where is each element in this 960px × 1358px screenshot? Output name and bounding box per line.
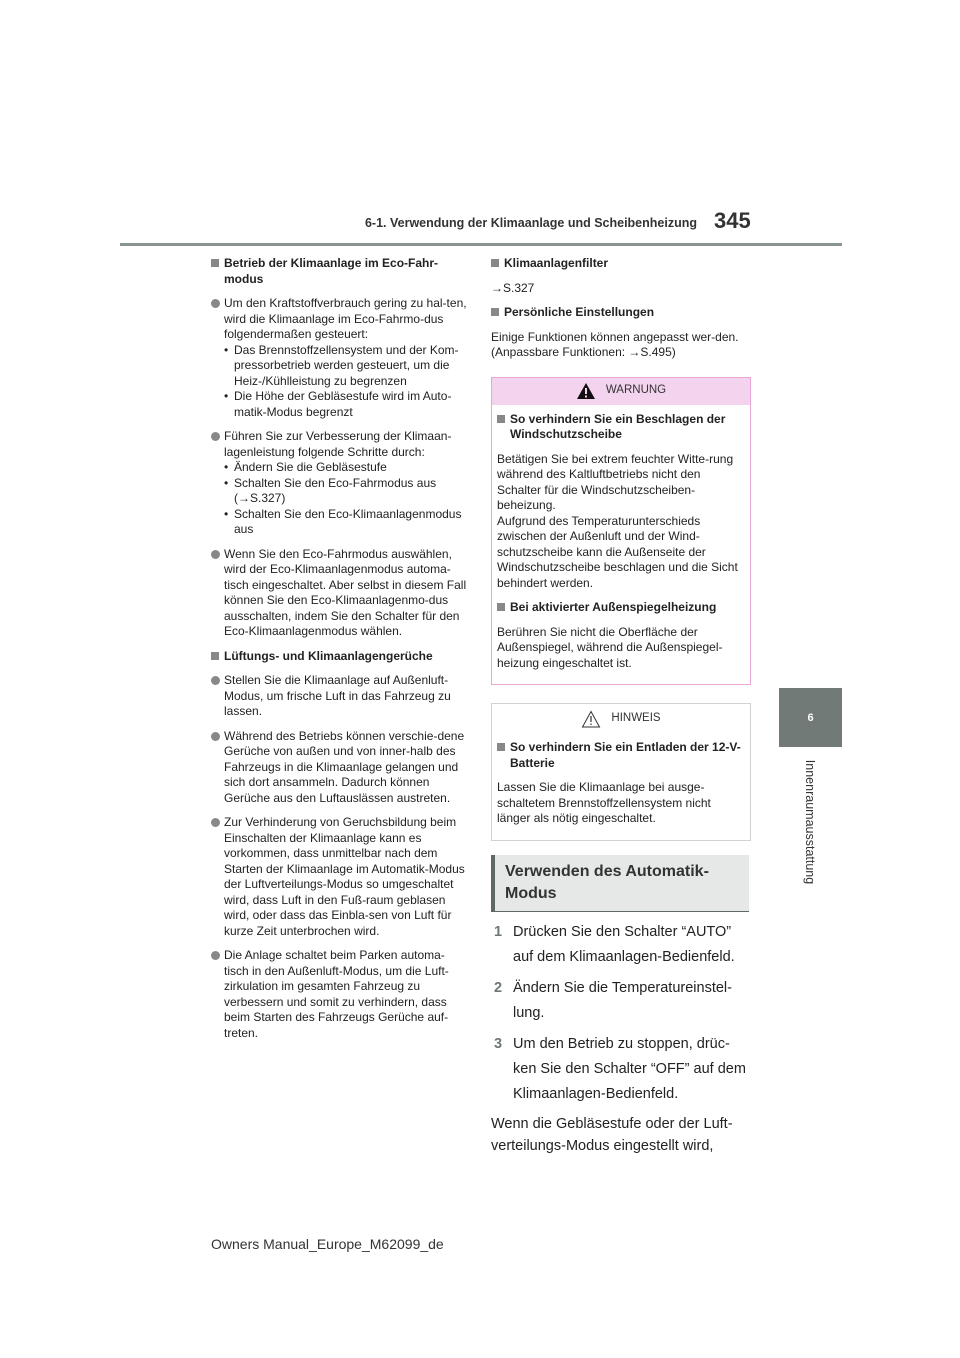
chapter-tab-label (779, 752, 842, 892)
list-item-text: Das Brennstoffzellensystem und der Kom-pressorbetrieb werden gesteuert, um die Heiz-/Kühlleistung zu begrenzen (234, 342, 459, 388)
list-item (224, 460, 468, 476)
warning-paragraph-2: Aufgrund des Temperaturunterschieds zwischen der Außenluft und der Wind-schutzscheibe kann die Außenseite der Windschutzscheibe beschlagen und die Sicht behindert werden. (497, 513, 738, 590)
step-text: Drücken Sie den Schalter “AUTO” auf dem Klimaanlagen-Bedienfeld. (513, 923, 735, 965)
warning-heading-1-text: So verhindern Sie ein Beschlagen der Windschutzscheibe (510, 411, 726, 441)
list-item-text: Die Höhe der Gebläsestufe wird im Auto-matik-Modus begrenzt (234, 389, 452, 419)
square-bullet-icon (497, 415, 505, 423)
circle-bullet-icon (211, 732, 220, 741)
bullet-icon: • (224, 460, 229, 474)
odors-paragraph-3 (211, 815, 468, 939)
personal-settings-reference[interactable]: (Anpassbare Funktionen: →S.495) (491, 345, 676, 359)
list-item (224, 389, 468, 420)
step-item (491, 1032, 751, 1107)
odors-heading (211, 649, 468, 665)
step-number: 3 (494, 1035, 503, 1052)
steps-list (491, 920, 751, 1107)
bullet-icon: • (224, 389, 229, 403)
odors-paragraph-2 (211, 729, 468, 807)
list-item (224, 343, 468, 390)
filter-heading-text: Klimaanlagenfilter (504, 256, 609, 270)
warning-body (492, 405, 750, 685)
list-item-text: Schalten Sie den Eco-Klimaanlagenmodus aus (234, 506, 462, 536)
odors-paragraph-3-text: Zur Verhinderung von Geruchsbildung beim Einschalten der Klimaanlage kann es vorkommen, dass unmittelbar nach dem Starten der Klimaanlage im Automatik-Modus der Luftverteilungs-Modus so umgeschaltet wird, dass Luft in den Fuß-raum geblasen wird, oder dass das Einbla-sen von Luft für kurze Zeit unterbrochen wird. (224, 815, 465, 938)
circle-bullet-icon (211, 432, 220, 441)
warning-paragraph-3: Berühren Sie nicht die Oberfläche der Außenspiegel, während die Außenspiegel-heizung eingeschaltet ist. (497, 624, 723, 670)
odors-paragraph-4 (211, 948, 468, 1041)
circle-bullet-icon (211, 818, 220, 827)
bullet-icon: • (224, 506, 229, 521)
square-bullet-icon (211, 259, 219, 267)
warning-label: WARNUNG (605, 384, 667, 397)
circle-bullet-icon (211, 299, 220, 308)
chapter-tab-label-text: Innenraumausstattung (803, 759, 818, 885)
warning-triangle-icon (576, 382, 596, 400)
caution-triangle-icon (581, 710, 601, 728)
notice-body (492, 733, 750, 840)
warning-heading-2 (497, 600, 746, 616)
bullet-icon: • (224, 342, 229, 357)
notice-label: HINWEIS (611, 711, 661, 724)
eco-mode-paragraph-2 (211, 429, 468, 538)
list-item-text: Schalten Sie den Eco-Fahrmodus aus (→S.327) (234, 475, 437, 505)
step-number: 2 (494, 979, 503, 996)
personal-settings-heading (491, 305, 751, 321)
warning-heading-2-text: Bei aktivierter Außenspiegelheizung (510, 600, 717, 614)
continuation-text: Wenn die Gebläsestufe oder der Luft-verteilungs-Modus eingestellt wird, (491, 1115, 733, 1154)
eco-mode-paragraph-3 (211, 547, 468, 640)
eco-mode-paragraph-2-text: Führen Sie zur Verbesserung der Klimaan-lagenleistung folgende Schritte durch: (224, 429, 452, 459)
filter-page-reference[interactable]: →S.327 (491, 280, 535, 295)
warning-paragraph-1: Betätigen Sie bei extrem feuchter Witte-rung während des Kaltluftbetriebs nicht den Schalter für die Windschutzscheiben-beheizung. (497, 451, 734, 512)
square-bullet-icon (491, 308, 499, 316)
step-item (491, 976, 751, 1026)
left-column (211, 256, 468, 1050)
eco-mode-paragraph-3-text: Wenn Sie den Eco-Fahrmodus auswählen, wird der Eco-Klimaanlagenmodus automa-tisch eingeschaltet. Aber selbst in diesem Fall können Sie den Eco-Klimaanlagenmo-dus ausschalten, indem Sie den Schalter für den Eco-Klimaanlagenmodus wählen. (224, 546, 467, 638)
square-bullet-icon (497, 603, 505, 611)
eco-mode-paragraph-1 (211, 296, 468, 420)
odors-paragraph-2-text: Während des Betriebs können verschie-dene Gerüche von außen und von inner-halb des Fahrzeugs in die Klimaanlage gelangen und sich dort ansammeln. Dadurch können Gerüche aus den Luftauslässen austreten. (224, 728, 465, 805)
personal-settings-heading-text: Persönliche Einstellungen (504, 305, 655, 319)
page-number: 345 (714, 208, 751, 233)
warning-header (492, 378, 750, 405)
notice-heading-1 (497, 740, 746, 771)
warning-box (491, 377, 751, 686)
square-bullet-icon (211, 652, 219, 660)
step-item (491, 920, 751, 970)
odors-paragraph-1 (211, 673, 468, 720)
list-item-text: Ändern Sie die Gebläsestufe (234, 460, 387, 474)
square-bullet-icon (497, 743, 505, 751)
notice-box (491, 703, 751, 841)
chapter-section-title: 6-1. Verwendung der Klimaanlage und Scheibenheizung (364, 216, 697, 230)
notice-header (492, 704, 750, 733)
filter-heading (491, 256, 751, 272)
notice-paragraph-1: Lassen Sie die Klimaanlage bei ausge-schaltetem Brennstoffzellensystem nicht länger als nötig eingeschaltet. (497, 780, 711, 825)
step-text: Um den Betrieb zu stoppen, drüc-ken Sie den Schalter “OFF” auf dem Klimaanlagen-Bedienfeld. (513, 1035, 746, 1102)
footer-doc-id: Owners Manual_Europe_M62099_de (211, 1236, 444, 1252)
list-item (224, 476, 468, 507)
eco-mode-paragraph-1-text: Um den Kraftstoffverbrauch gering zu hal-ten, wird die Klimaanlage im Eco-Fahrmo-dus folgendermaßen gesteuert: (224, 296, 467, 341)
step-number: 1 (494, 923, 503, 940)
eco-mode-heading-text: Betrieb der Klimaanlage im Eco-Fahr-modus (224, 256, 439, 286)
warning-heading-1 (497, 412, 746, 443)
section-title-automatic-mode: Verwenden des Automatik-Modus (491, 855, 749, 912)
circle-bullet-icon (211, 676, 220, 685)
eco-mode-heading (211, 256, 468, 287)
circle-bullet-icon (211, 550, 220, 559)
list-item (224, 507, 468, 538)
odors-heading-text: Lüftungs- und Klimaanlagengerüche (224, 648, 433, 663)
odors-paragraph-1-text: Stellen Sie die Klimaanlage auf Außenluft-Modus, um frische Luft in das Fahrzeug zu lassen. (224, 673, 451, 718)
step-text: Ändern Sie die Temperatureinstel-lung. (513, 979, 732, 1021)
header-divider (120, 243, 842, 246)
chapter-tab-number: 6 (779, 688, 842, 747)
circle-bullet-icon (211, 951, 220, 960)
square-bullet-icon (491, 259, 499, 267)
odors-paragraph-4-text: Die Anlage schaltet beim Parken automa-tisch in den Außenluft-Modus, um die Luft-zirkulation im gesamten Fahrzeug zu verbessern und somit zu verhindern, dass beim Starten des Fahrzeugs Gerüche auf-treten. (224, 948, 449, 1040)
right-column (491, 256, 751, 1157)
notice-heading-1-text: So verhindern Sie ein Entladen der 12-V-Batterie (510, 740, 741, 770)
bullet-icon: • (224, 475, 229, 490)
personal-settings-text: Einige Funktionen können angepasst wer-den. (491, 329, 739, 344)
